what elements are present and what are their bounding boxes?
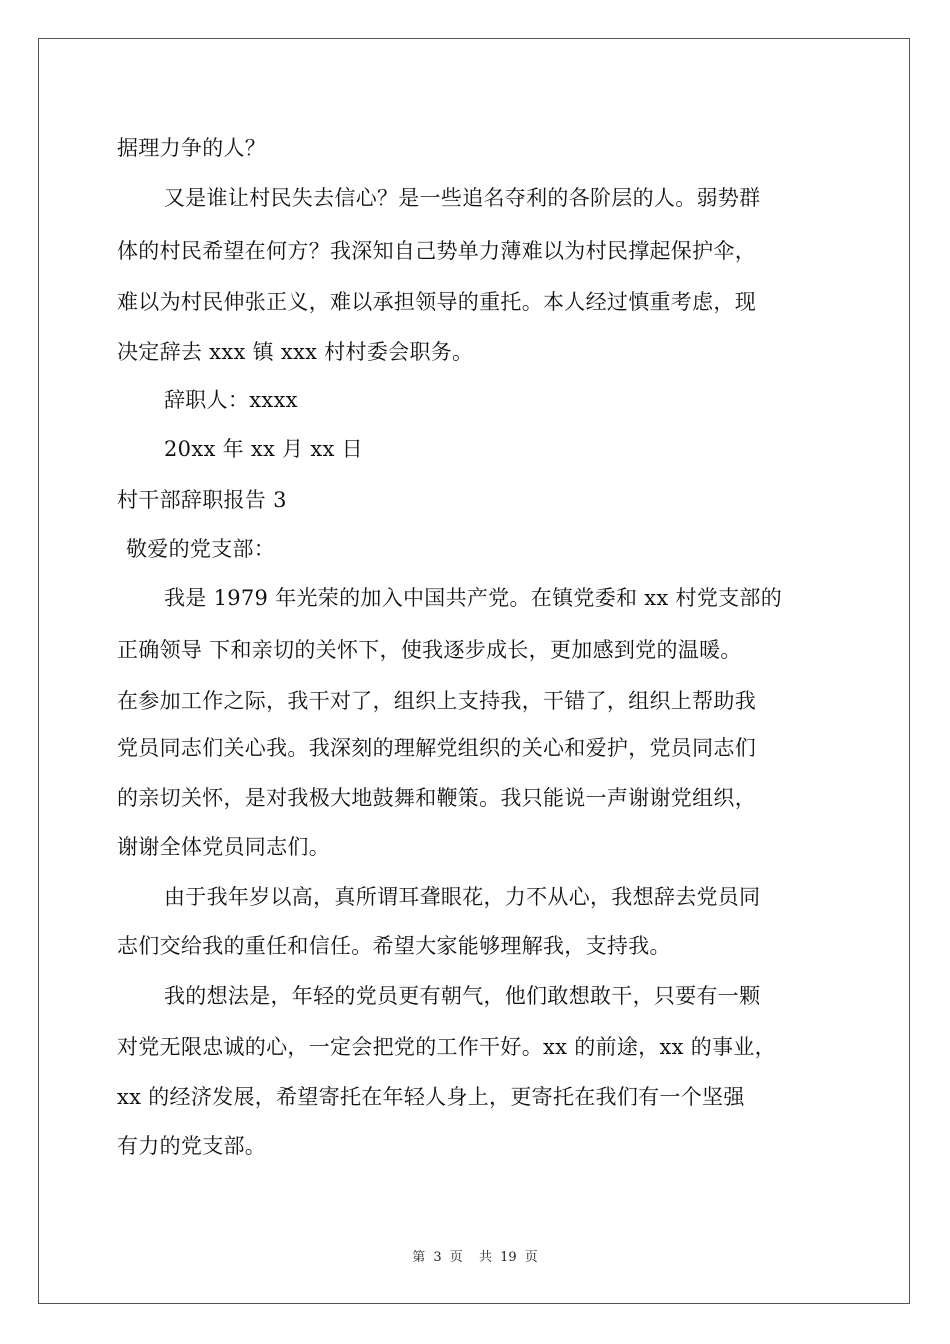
paragraph-line: 在参加工作之际，我干对了，组织上支持我，干错了，组织上帮助我	[117, 689, 756, 713]
paragraph-line: 的亲切关怀，是对我极大地鼓舞和鞭策。我只能说一声谢谢党组织，	[117, 786, 756, 810]
date-line: 20xx 年 xx 月 xx 日	[164, 437, 363, 461]
paragraph-line: 党员同志们关心我。我深刻的理解党组织的关心和爱护，党员同志们	[117, 736, 756, 760]
page-footer	[0, 1246, 950, 1265]
paragraph-line: 由于我年岁以高，真所谓耳聋眼花，力不从心，我想辞去党员同	[164, 885, 761, 909]
page-number: 第 3 页	[412, 1250, 463, 1265]
paragraph-line: 对党无限忠诚的心，一定会把党的工作干好。xx 的前途，xx 的事业，	[117, 1035, 776, 1059]
paragraph-line: xx 的经济发展，希望寄托在年轻人身上，更寄托在我们有一个坚强	[117, 1085, 745, 1109]
salutation: 敬爱的党支部：	[126, 537, 276, 561]
paragraph-line: 有力的党支部。	[117, 1134, 267, 1158]
paragraph-line: 难以为村民伸张正义，难以承担领导的重托。本人经过慎重考虑，现	[117, 290, 756, 314]
paragraph-line: 谢谢全体党员同志们。	[117, 835, 330, 859]
paragraph-line: 志们交给我的重任和信任。希望大家能够理解我，支持我。	[117, 934, 671, 958]
signature-line: 辞职人：xxxx	[164, 388, 298, 412]
paragraph-line: 我是 1979 年光荣的加入中国共产党。在镇党委和 xx 村党支部的	[164, 586, 783, 610]
paragraph-line: 正确领导 下和亲切的关怀下，使我逐步成长，更加感到党的温暖。	[117, 638, 742, 662]
paragraph-line: 我的想法是，年轻的党员更有朝气，他们敢想敢干，只要有一颗	[164, 984, 761, 1008]
paragraph-line: 据理力争的人？	[117, 136, 267, 160]
paragraph-line: 又是谁让村民失去信心？是一些追名夺利的各阶层的人。弱势群	[164, 186, 761, 210]
page-frame	[38, 38, 910, 1304]
page-total: 共 19 页	[478, 1250, 538, 1265]
section-heading: 村干部辞职报告 3	[117, 488, 287, 512]
paragraph-line: 决定辞去 xxx 镇 xxx 村村委会职务。	[117, 340, 474, 364]
paragraph-line: 体的村民希望在何方？我深知自己势单力薄难以为村民撑起保护伞，	[117, 239, 756, 263]
